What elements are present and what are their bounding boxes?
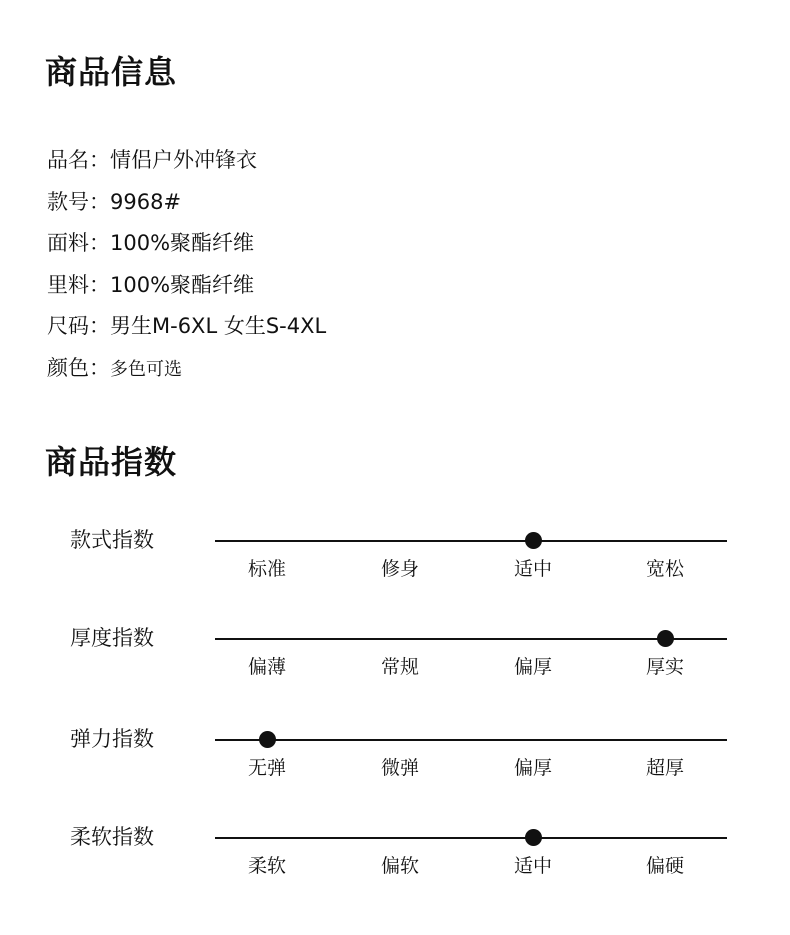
- index-option: 无弹: [247, 757, 286, 779]
- info-row-name: [47, 140, 326, 182]
- index-scale-line: [215, 638, 727, 640]
- index-row: [0, 825, 790, 917]
- index-scale-line: [215, 540, 727, 542]
- index-marker-dot: [525, 532, 542, 549]
- index-option: 修身: [380, 558, 419, 580]
- info-value: 100%聚酯纤维: [110, 272, 255, 297]
- index-section-title: 商品指数: [45, 443, 178, 481]
- product-info-list: [47, 140, 326, 389]
- info-row-lining: [47, 265, 326, 307]
- index-marker-dot: [525, 829, 542, 846]
- index-option: 偏软: [380, 855, 419, 877]
- info-value: 100%聚酯纤维: [110, 231, 255, 255]
- info-value: 情侣户外冲锋衣: [110, 148, 257, 172]
- index-marker-dot: [657, 630, 674, 647]
- info-label: 尺码：: [47, 314, 110, 338]
- index-option: 偏硬: [645, 855, 684, 877]
- info-value: 9968#: [110, 189, 182, 214]
- info-row-fabric: [47, 223, 326, 265]
- index-option: 偏厚: [513, 757, 552, 779]
- info-row-color: [47, 348, 326, 390]
- index-option: 超厚: [645, 757, 684, 779]
- info-row-style-number: [47, 182, 326, 224]
- index-label: 厚度指数: [70, 626, 154, 650]
- info-label: 颜色：: [47, 355, 110, 380]
- index-row: [0, 727, 790, 819]
- index-option: 宽松: [645, 558, 684, 580]
- info-value: 多色可选: [110, 358, 182, 380]
- index-label: 柔软指数: [70, 825, 154, 849]
- info-label: 里料：: [47, 272, 110, 297]
- info-label: 款号：: [47, 189, 110, 214]
- index-option: 偏厚: [513, 656, 552, 678]
- index-option: 偏薄: [247, 656, 286, 678]
- index-scale-line: [215, 739, 727, 741]
- index-marker-dot: [259, 731, 276, 748]
- info-label: 品名：: [47, 148, 110, 172]
- index-option: 常规: [380, 656, 419, 678]
- index-option: 微弹: [380, 757, 419, 779]
- info-section-title: 商品信息: [45, 53, 178, 91]
- index-label: 款式指数: [70, 528, 154, 552]
- info-value: 男生M-6XL 女生S-4XL: [110, 314, 327, 338]
- index-label: 弹力指数: [70, 727, 154, 751]
- index-option: 标准: [247, 558, 286, 580]
- info-label: 面料：: [47, 231, 110, 255]
- index-option: 适中: [513, 855, 552, 877]
- index-row: [0, 528, 790, 620]
- index-option: 适中: [513, 558, 552, 580]
- index-option: 厚实: [645, 656, 684, 678]
- index-scale-line: [215, 837, 727, 839]
- info-row-size: [47, 306, 326, 348]
- index-option: 柔软: [247, 855, 286, 877]
- index-row: [0, 626, 790, 718]
